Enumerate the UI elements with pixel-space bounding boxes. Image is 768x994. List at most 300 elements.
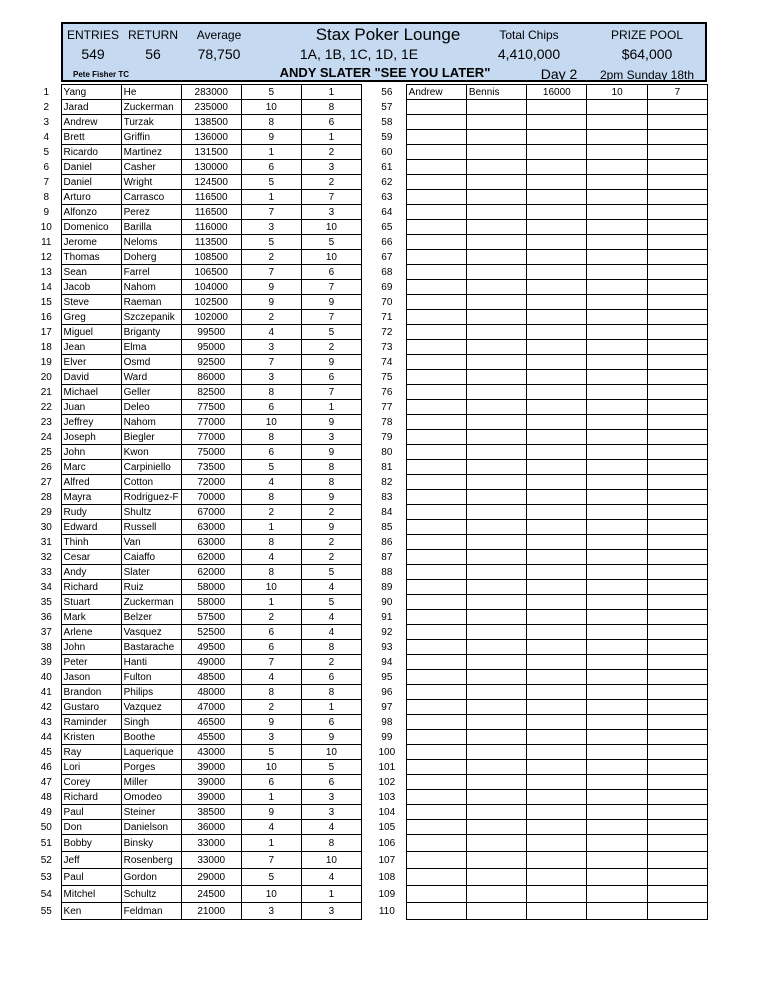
average-label: Average (196, 28, 242, 42)
chips-cell (527, 490, 587, 505)
seat-cell (647, 835, 707, 852)
seat-cell (647, 535, 707, 550)
chips-cell (527, 415, 587, 430)
rank-cell: 92 (381, 626, 393, 638)
first-name-cell: Greg (61, 310, 121, 325)
table-cell (587, 250, 647, 265)
seat-cell: 2 (301, 340, 361, 355)
table-cell (587, 235, 647, 250)
last-name-cell (466, 370, 526, 385)
first-name-cell (406, 869, 466, 886)
chips-cell (527, 235, 587, 250)
rank-cell: 81 (381, 461, 393, 473)
chips-cell: 46500 (181, 715, 241, 730)
last-name-cell: Casher (121, 160, 181, 175)
seat-cell (647, 852, 707, 869)
table-cell: 7 (241, 852, 301, 869)
chips-cell (527, 655, 587, 670)
rank-cell: 13 (40, 266, 52, 278)
rank-cell: 32 (40, 551, 52, 563)
last-name-cell (466, 655, 526, 670)
table-cell (587, 805, 647, 820)
table-row (32, 903, 362, 920)
first-name-cell: Elver (61, 355, 121, 370)
first-name-cell (406, 655, 466, 670)
seat-cell (647, 886, 707, 903)
first-name-cell: Thomas (61, 250, 121, 265)
table-cell: 8 (241, 685, 301, 700)
table-row (32, 869, 362, 886)
first-name-cell (406, 400, 466, 415)
chips-cell: 62000 (181, 565, 241, 580)
seat-cell: 6 (301, 715, 361, 730)
rank-cell: 56 (381, 86, 393, 98)
seat-cell: 2 (301, 550, 361, 565)
seat-cell (647, 775, 707, 790)
table-cell: 7 (241, 265, 301, 280)
table-row (32, 115, 362, 130)
seat-cell (647, 115, 707, 130)
first-name-cell (406, 490, 466, 505)
table-row (32, 340, 362, 355)
first-name-cell: Joseph (61, 430, 121, 445)
chips-cell: 99500 (181, 325, 241, 340)
first-name-cell (406, 565, 466, 580)
last-name-cell (466, 700, 526, 715)
seat-cell (647, 280, 707, 295)
rank-cell: 6 (43, 161, 50, 173)
first-name-cell: John (61, 640, 121, 655)
table-row (32, 730, 362, 745)
chips-cell (527, 670, 587, 685)
chips-cell: 102000 (181, 310, 241, 325)
seat-cell: 2 (301, 655, 361, 670)
last-name-cell (466, 220, 526, 235)
table-row (368, 760, 708, 775)
table-cell: 10 (241, 100, 301, 115)
seat-cell: 7 (301, 190, 361, 205)
table-cell: 6 (241, 160, 301, 175)
chips-cell (527, 325, 587, 340)
first-name-cell: Andy (61, 565, 121, 580)
first-name-cell: Bobby (61, 835, 121, 852)
chips-cell: 39000 (181, 775, 241, 790)
rank-cell: 17 (40, 326, 52, 338)
chips-cell (527, 745, 587, 760)
first-name-cell (406, 580, 466, 595)
table-row (368, 775, 708, 790)
table-cell: 6 (241, 640, 301, 655)
last-name-cell (466, 400, 526, 415)
first-name-cell (406, 775, 466, 790)
chips-cell (527, 820, 587, 835)
seat-cell (647, 805, 707, 820)
rank-cell: 96 (381, 686, 393, 698)
table-cell: 9 (241, 130, 301, 145)
table-cell (587, 886, 647, 903)
rank-cell: 50 (40, 821, 52, 833)
last-name-cell: Schultz (121, 886, 181, 903)
rank-cell: 57 (381, 101, 393, 113)
last-name-cell (466, 580, 526, 595)
first-name-cell (406, 790, 466, 805)
rank-cell: 24 (40, 431, 52, 443)
rank-cell: 49 (40, 806, 52, 818)
seat-cell: 6 (301, 265, 361, 280)
chips-cell: 62000 (181, 550, 241, 565)
venue-title: Stax Poker Lounge (315, 25, 461, 44)
table-cell: 4 (241, 820, 301, 835)
seat-cell: 3 (301, 805, 361, 820)
rank-cell: 93 (381, 641, 393, 653)
seat-cell: 9 (301, 490, 361, 505)
last-name-cell: Martinez (121, 145, 181, 160)
table-cell: 8 (241, 385, 301, 400)
last-name-cell: Bastarache (121, 640, 181, 655)
chips-cell (527, 100, 587, 115)
rank-cell: 53 (40, 871, 52, 883)
chips-cell (527, 310, 587, 325)
table-cell: 3 (241, 220, 301, 235)
last-name-cell: Deleo (121, 400, 181, 415)
first-name-cell (406, 715, 466, 730)
table-cell: 10 (241, 415, 301, 430)
table-row (368, 250, 708, 265)
seat-cell: 6 (301, 775, 361, 790)
chips-cell (527, 535, 587, 550)
first-name-cell (406, 355, 466, 370)
seat-cell: 10 (301, 745, 361, 760)
first-name-cell: Daniel (61, 175, 121, 190)
seat-cell (647, 415, 707, 430)
rank-cell: 78 (381, 416, 393, 428)
first-name-cell (406, 385, 466, 400)
table-row (368, 700, 708, 715)
table-row (32, 190, 362, 205)
last-name-cell: Neloms (121, 235, 181, 250)
chips-cell: 116500 (181, 190, 241, 205)
table-row (32, 100, 362, 115)
last-name-cell (466, 130, 526, 145)
first-name-cell (406, 460, 466, 475)
table-cell (587, 505, 647, 520)
rank-cell: 27 (40, 476, 52, 488)
first-name-cell: Domenico (61, 220, 121, 235)
table-row (32, 445, 362, 460)
table-cell (587, 869, 647, 886)
table-cell: 6 (241, 400, 301, 415)
seat-cell (647, 160, 707, 175)
last-name-cell: Kwon (121, 445, 181, 460)
table-row (32, 852, 362, 869)
last-name-cell (466, 340, 526, 355)
seat-cell (647, 310, 707, 325)
first-name-cell: David (61, 370, 121, 385)
first-name-cell: Thinh (61, 535, 121, 550)
last-name-cell (466, 460, 526, 475)
last-name-cell: Carpiniello (121, 460, 181, 475)
last-name-cell: Feldman (121, 903, 181, 920)
rank-cell: 74 (381, 356, 393, 368)
seat-cell (647, 565, 707, 580)
rank-cell: 28 (40, 491, 52, 503)
first-name-cell (406, 310, 466, 325)
seat-cell: 1 (301, 130, 361, 145)
last-name-cell: Caiaffo (121, 550, 181, 565)
first-name-cell (406, 250, 466, 265)
rank-cell: 2 (43, 101, 50, 113)
table-row (32, 610, 362, 625)
last-name-cell: Danielson (121, 820, 181, 835)
rank-cell: 105 (378, 821, 396, 833)
rank-cell: 73 (381, 341, 393, 353)
chips-cell (527, 520, 587, 535)
rank-cell: 67 (381, 251, 393, 263)
last-name-cell: Barilla (121, 220, 181, 235)
table-cell (587, 685, 647, 700)
seat-cell: 8 (301, 685, 361, 700)
chips-cell (527, 805, 587, 820)
rank-cell: 7 (43, 176, 50, 188)
table-cell: 2 (241, 700, 301, 715)
last-name-cell: Porges (121, 760, 181, 775)
chips-cell (527, 190, 587, 205)
rank-cell: 23 (40, 416, 52, 428)
seat-cell: 2 (301, 145, 361, 160)
chips-cell (527, 640, 587, 655)
table-row (32, 760, 362, 775)
table-row (368, 400, 708, 415)
table-row (32, 85, 362, 100)
rank-cell: 3 (43, 116, 50, 128)
table-cell: 4 (241, 325, 301, 340)
first-name-cell (406, 520, 466, 535)
chips-cell (527, 205, 587, 220)
chips-cell: 136000 (181, 130, 241, 145)
first-name-cell (406, 475, 466, 490)
first-name-cell: Jarad (61, 100, 121, 115)
table-row (368, 835, 708, 852)
table-row (32, 370, 362, 385)
chips-cell: 67000 (181, 505, 241, 520)
last-name-cell (466, 550, 526, 565)
last-name-cell (466, 535, 526, 550)
seat-cell: 3 (301, 205, 361, 220)
chips-cell: 72000 (181, 475, 241, 490)
table-cell: 10 (241, 580, 301, 595)
last-name-cell (466, 250, 526, 265)
last-name-cell: Bennis (466, 85, 526, 100)
table-cell (587, 820, 647, 835)
table-cell (587, 595, 647, 610)
first-name-cell: Arturo (61, 190, 121, 205)
table-row (32, 790, 362, 805)
rank-cell: 33 (40, 566, 52, 578)
table-row (32, 565, 362, 580)
first-name-cell: Corey (61, 775, 121, 790)
chip-counts-table-right (368, 84, 708, 920)
rank-cell: 62 (381, 176, 393, 188)
chips-cell: 48000 (181, 685, 241, 700)
first-name-cell: Yang (61, 85, 121, 100)
last-name-cell: He (121, 85, 181, 100)
last-name-cell (466, 670, 526, 685)
first-name-cell: Andrew (61, 115, 121, 130)
last-name-cell (466, 235, 526, 250)
seat-cell (647, 700, 707, 715)
chips-cell: 45500 (181, 730, 241, 745)
seat-cell (647, 550, 707, 565)
seat-cell: 9 (301, 445, 361, 460)
seat-cell: 10 (301, 220, 361, 235)
prize-pool-label: PRIZE POOL (610, 28, 684, 42)
table-row (368, 505, 708, 520)
table-cell: 4 (241, 550, 301, 565)
last-name-cell (466, 295, 526, 310)
last-name-cell: Vazquez (121, 700, 181, 715)
table-cell (587, 460, 647, 475)
seat-cell (647, 430, 707, 445)
seat-cell (647, 475, 707, 490)
first-name-cell: Jeff (61, 852, 121, 869)
rank-cell: 29 (40, 506, 52, 518)
last-name-cell (466, 625, 526, 640)
first-name-cell: Lori (61, 760, 121, 775)
last-name-cell (466, 415, 526, 430)
chips-cell: 92500 (181, 355, 241, 370)
rank-cell: 88 (381, 566, 393, 578)
table-row (32, 160, 362, 175)
table-row (368, 310, 708, 325)
first-name-cell (406, 265, 466, 280)
table-row (368, 85, 708, 100)
seat-cell (647, 220, 707, 235)
chips-cell (527, 760, 587, 775)
chips-cell (527, 145, 587, 160)
last-name-cell (466, 475, 526, 490)
first-name-cell (406, 415, 466, 430)
seat-cell (647, 490, 707, 505)
chips-cell: 70000 (181, 490, 241, 505)
seat-cell (647, 265, 707, 280)
table-cell (587, 852, 647, 869)
event-subtitle: ANDY SLATER "SEE YOU LATER" (279, 65, 491, 80)
chips-cell: 58000 (181, 580, 241, 595)
seat-cell: 9 (301, 295, 361, 310)
first-name-cell: Richard (61, 790, 121, 805)
last-name-cell (466, 280, 526, 295)
table-cell: 4 (241, 475, 301, 490)
last-name-cell: Nahom (121, 280, 181, 295)
last-name-cell: Gordon (121, 869, 181, 886)
last-name-cell: Boothe (121, 730, 181, 745)
seat-cell (647, 400, 707, 415)
rank-cell: 21 (40, 386, 52, 398)
seat-cell (647, 760, 707, 775)
table-row (368, 550, 708, 565)
table-row (32, 415, 362, 430)
chips-cell: 21000 (181, 903, 241, 920)
seat-cell (647, 903, 707, 920)
table-row (368, 886, 708, 903)
chips-cell: 116500 (181, 205, 241, 220)
table-cell: 9 (241, 280, 301, 295)
first-name-cell: Andrew (406, 85, 466, 100)
last-name-cell: Raeman (121, 295, 181, 310)
first-name-cell (406, 700, 466, 715)
table-cell (587, 355, 647, 370)
seat-cell (647, 325, 707, 340)
seat-cell: 2 (301, 175, 361, 190)
chips-cell: 77500 (181, 400, 241, 415)
rank-cell: 86 (381, 536, 393, 548)
seat-cell (647, 145, 707, 160)
first-name-cell (406, 886, 466, 903)
first-name-cell: Stuart (61, 595, 121, 610)
table-row (368, 903, 708, 920)
seat-cell: 10 (301, 852, 361, 869)
first-name-cell (406, 852, 466, 869)
seat-cell (647, 790, 707, 805)
seat-cell (647, 670, 707, 685)
last-name-cell: Hanti (121, 655, 181, 670)
first-name-cell (406, 760, 466, 775)
rank-cell: 63 (381, 191, 393, 203)
rank-cell: 85 (381, 521, 393, 533)
chips-cell (527, 903, 587, 920)
entries-label: ENTRIES (66, 28, 120, 42)
chips-cell: 95000 (181, 340, 241, 355)
rank-cell: 11 (41, 236, 52, 248)
table-cell (587, 565, 647, 580)
first-name-cell: Jeffrey (61, 415, 121, 430)
table-cell (587, 205, 647, 220)
chips-cell: 57500 (181, 610, 241, 625)
rank-cell: 1 (43, 86, 50, 98)
chips-cell: 48500 (181, 670, 241, 685)
table-cell: 5 (241, 85, 301, 100)
table-cell (587, 475, 647, 490)
rank-cell: 95 (381, 671, 393, 683)
table-row (368, 625, 708, 640)
table-row (368, 445, 708, 460)
rank-cell: 65 (381, 221, 393, 233)
first-name-cell: Edward (61, 520, 121, 535)
first-name-cell: Sean (61, 265, 121, 280)
table-row (368, 869, 708, 886)
table-cell (587, 670, 647, 685)
table-cell (587, 700, 647, 715)
header-banner (61, 22, 707, 82)
table-cell: 10 (587, 85, 647, 100)
table-row (32, 805, 362, 820)
table-row (368, 430, 708, 445)
last-name-cell (466, 565, 526, 580)
chips-cell: 108500 (181, 250, 241, 265)
last-name-cell: Shultz (121, 505, 181, 520)
last-name-cell (466, 325, 526, 340)
rank-cell: 59 (381, 131, 393, 143)
seat-cell (647, 625, 707, 640)
chips-cell (527, 445, 587, 460)
rank-cell: 103 (378, 791, 396, 803)
table-row (368, 265, 708, 280)
last-name-cell (466, 385, 526, 400)
chips-cell (527, 852, 587, 869)
first-name-cell: Mark (61, 610, 121, 625)
last-name-cell (466, 520, 526, 535)
chips-cell: 33000 (181, 835, 241, 852)
